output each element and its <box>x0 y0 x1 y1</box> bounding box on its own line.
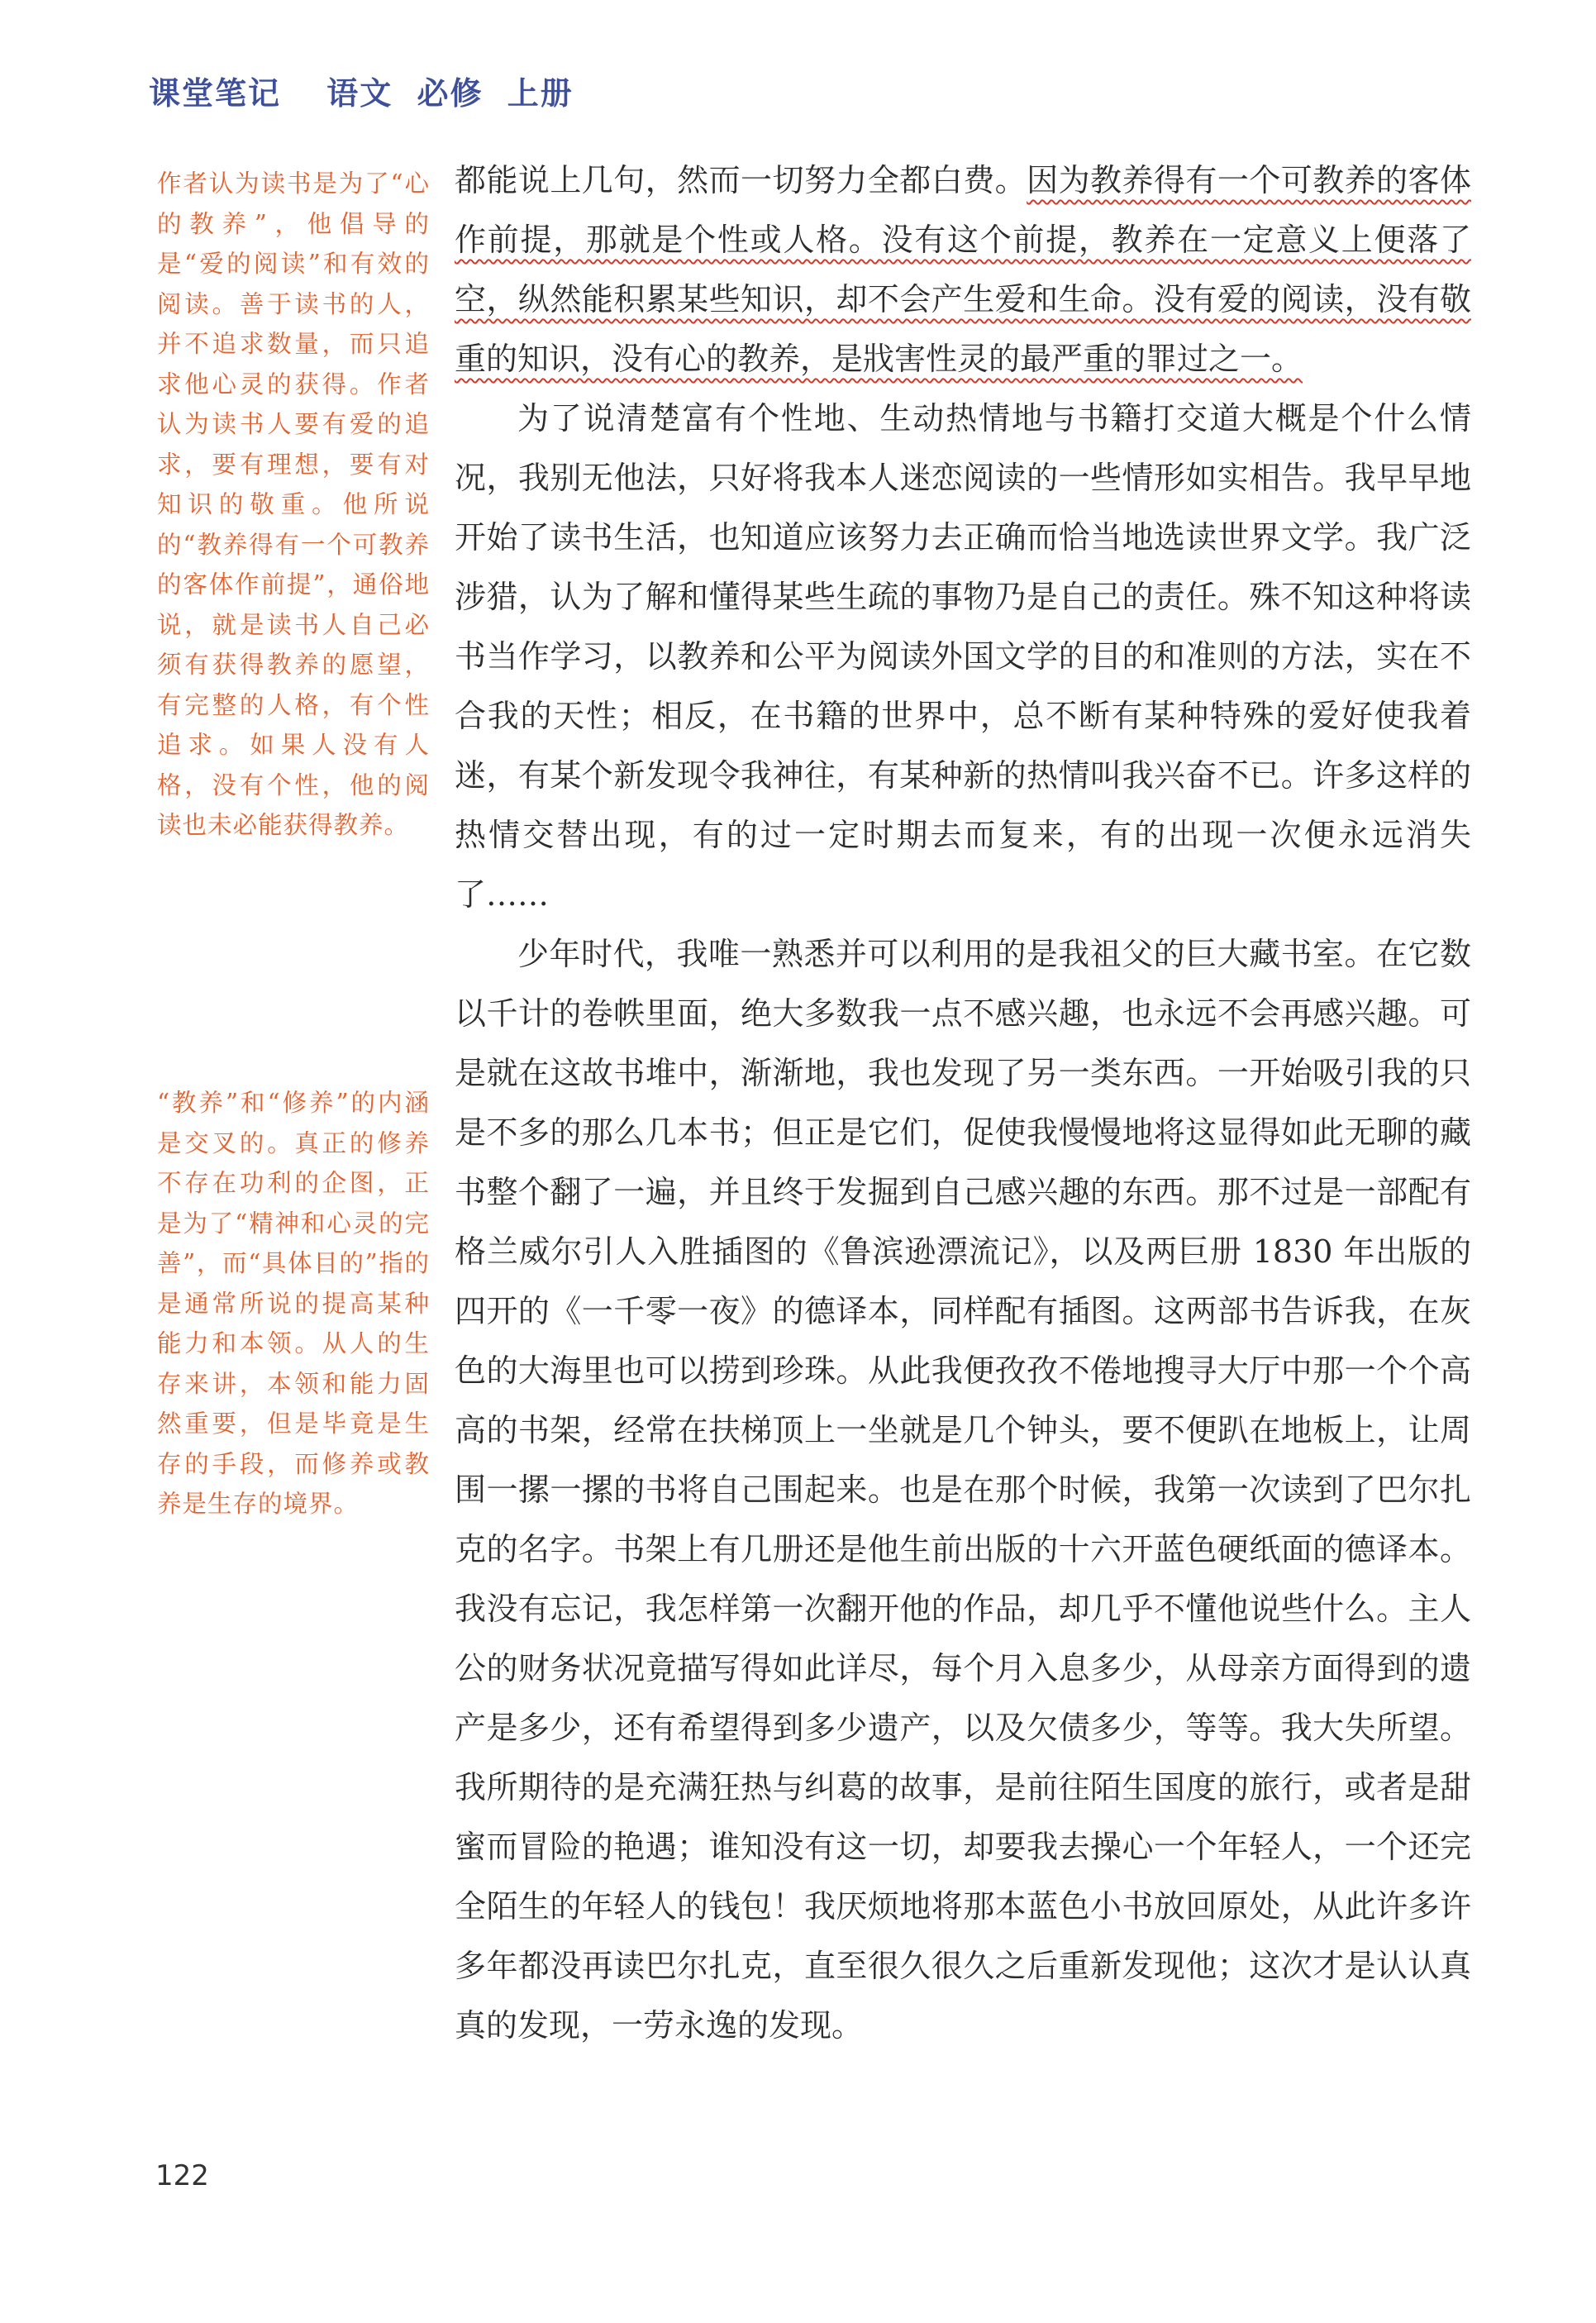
margin-note-cultivation: “教养”和“修养”的内涵是交叉的。真正的修养不存在功利的企图，正是为了“精神和心灵的完善”，而“具体目的”指的是通常所说的提高某种能力和本领。从人的生存来讲，本领和能力固然重要，但是毕竟是生存的手段，而修养或教养是生存的境界。 <box>157 1089 430 1518</box>
paragraph-2: 为了说清楚富有个性地、生动热情地与书籍打交道大概是个什么情况，我别无他法，只好将我本人迷恋阅读的一些情形如实相告。我早早地开始了读书生活，也知道应该努力去正确而恰当地选读世界文学。我广泛涉猎，认为了解和懂得某些生疏的事物乃是自己的责任。殊不知这种将读书当作学习，以教养和公平为阅读外国文学的目的和准则的方法，实在不合我的天性；相反，在书籍的世界中，总不断有某种特殊的爱好使我着迷，有某个新发现令我神往，有某种新的热情叫我兴奋不已。许多这样的热情交替出现，有的过一定时期去而复来，有的出现一次便永远消失了…… <box>455 400 1471 913</box>
main-text <box>455 150 1471 2055</box>
header-subject: 语文 <box>326 75 393 112</box>
header-volume: 必修 <box>417 75 484 112</box>
margin-note-reading-purpose: 作者认为读书是为了“心的教养”，他倡导的是“爱的阅读”和有效的阅读。善于读书的人，并不追求数量，而只追求他心灵的获得。作者认为读书人要有爱的追求，要有理想，要有对知识的敬重。他所说的“教养得有一个可教养的客体作前提”，通俗地说，就是读书人自己必须有获得教养的愿望，有完整的人格，有个性追求。如果人没有人格，没有个性，他的阅读也未必能获得教养。 <box>157 169 430 839</box>
running-header <box>149 68 585 113</box>
paragraph-1-underlined: 因为教养得有一个可教养的客体作前提，那就是个性或人格。没有这个前提，教养在一定意义上便落了空，纵然能积累某些知识，却不会产生爱和生命。没有爱的阅读，没有敬重的知识，没有心的教养，是戕害性灵的最严重的罪过之一。 <box>455 162 1471 377</box>
header-series: 课堂笔记 <box>149 75 282 112</box>
paragraph-1 <box>455 150 1471 389</box>
header-book: 上册 <box>507 75 574 112</box>
paragraph-3: 少年时代，我唯一熟悉并可以利用的是我祖父的巨大藏书室。在它数以千计的卷帙里面，绝大多数我一点不感兴趣，也永远不会再感兴趣。可是就在这故书堆中，渐渐地，我也发现了另一类东西。一开始吸引我的只是不多的那么几本书；但正是它们，促使我慢慢地将这显得如此无聊的藏书整个翻了一遍，并且终于发掘到自己感兴趣的东西。那不过是一部配有格兰威尔引人入胜插图的《鲁滨逊漂流记》，以及两巨册 1830 年出版的四开的《一千零一夜》的德译本，同样配有插图。这两部书告诉我，在灰色的大海里也可以捞到珍珠。从此我便孜孜不倦地搜寻大厅中那一个个高高的书架，经常在扶梯顶上一坐就是几个钟头，要不便趴在地板上，让周围一摞一摞的书将自己围起来。也是在那个时候，我第一次读到了巴尔扎克的名字。书架上有几册还是他生前出版的十六开蓝色硬纸面的德译本。我没有忘记，我怎样第一次翻开他的作品，却几乎不懂他说些什么。主人公的财务状况竟描写得如此详尽，每个月入息多少，从母亲方面得到的遗产是多少，还有希望得到多少遗产，以及欠债多少，等等。我大失所望。我所期待的是充满狂热与纠葛的故事，是前往陌生国度的旅行，或者是甜蜜而冒险的艳遇；谁知没有这一切，却要我去操心一个年轻人，一个还完全陌生的年轻人的钱包！我厌烦地将那本蓝色小书放回原处，从此许多许多年都没再读巴尔扎克，直至很久很久之后重新发现他；这次才是认认真真的发现，一劳永逸的发现。 <box>455 936 1471 2044</box>
paragraph-1-plain: 都能说上几句，然而一切努力全都白费。 <box>455 162 1027 198</box>
page-number: 122 <box>155 2159 209 2192</box>
